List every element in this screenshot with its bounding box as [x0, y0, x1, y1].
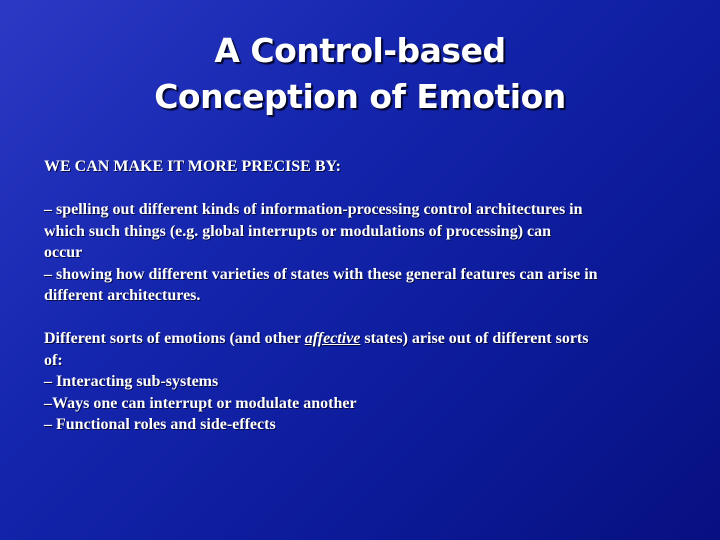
- point2-line-2: different architectures.: [44, 287, 201, 304]
- point1-line-3: occur: [44, 244, 83, 261]
- para2-text-post: states) arise out of different sorts: [360, 330, 589, 347]
- spacer: [44, 178, 684, 200]
- point1-line-2: which such things (e.g. global interrupts or modulations of processing) can: [44, 222, 552, 240]
- para2-line-1: [44, 328, 684, 350]
- title-line-1: A Control-based: [214, 31, 506, 70]
- bullet-1: – Interacting sub-systems: [44, 373, 219, 390]
- para2-text-pre: Different sorts of emotions (and other: [44, 330, 305, 347]
- title-line-2: Conception of Emotion: [154, 77, 566, 116]
- slide-title: [0, 28, 720, 120]
- point1-line-1: – spelling out different kinds of information-processing control architectures in: [44, 201, 583, 218]
- bullet-2: –Ways one can interrupt or modulate another: [44, 394, 357, 412]
- slide-body: [44, 156, 684, 436]
- para2-line-2: of:: [44, 351, 63, 369]
- point2-line-1: – showing how different varieties of states with these general features can arise in: [44, 265, 598, 283]
- spacer: [44, 307, 684, 329]
- para2-emphasis: affective: [304, 330, 361, 347]
- intro-text: WE CAN MAKE IT MORE PRECISE BY:: [44, 158, 341, 175]
- bullet-3: – Functional roles and side-effects: [44, 416, 276, 433]
